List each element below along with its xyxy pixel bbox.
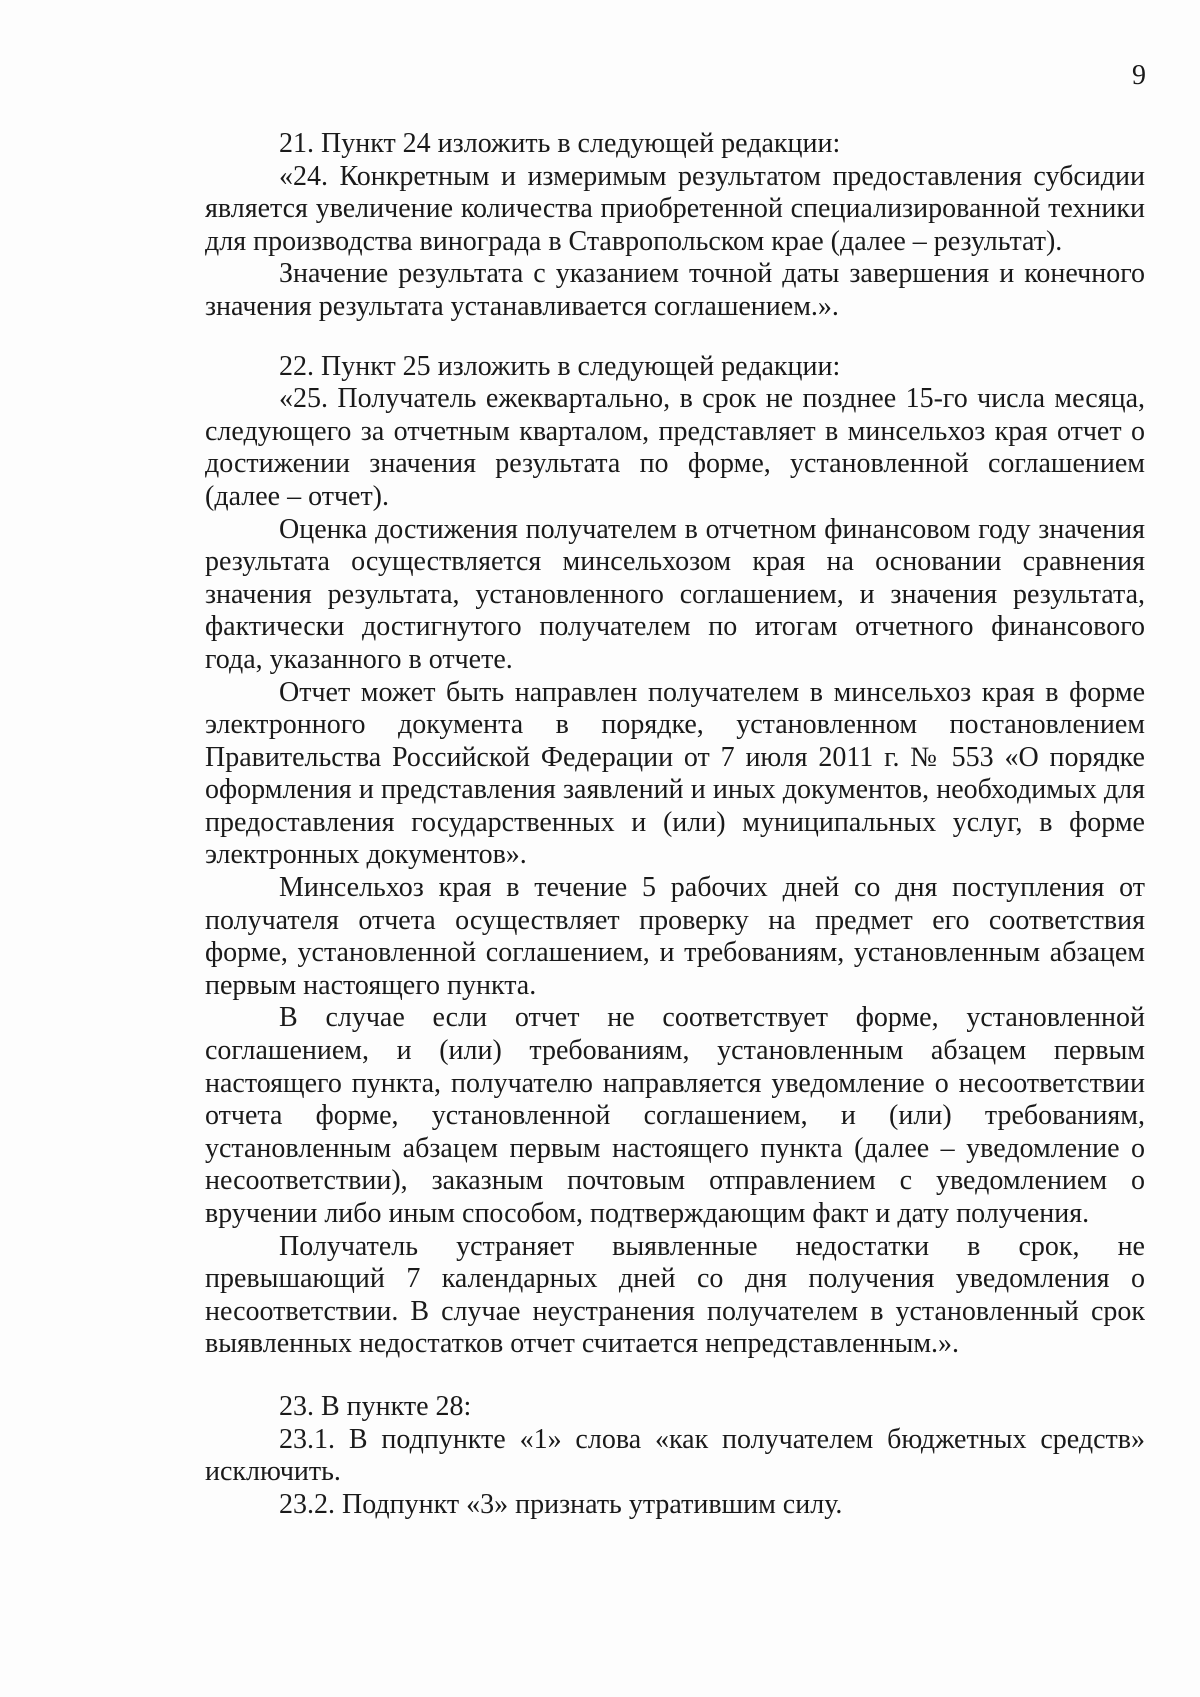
paragraph-item-23-heading: 23. В пункте 28: xyxy=(279,1390,472,1422)
paragraph-verification: Минсельхоз края в течение 5 рабочих дней со дня поступления от получателя отчета осуществляет проверку на предмет его соответствия форме, установленной соглашением, и требованиям, установленным абзацем первым настоящего пункта. xyxy=(205,872,1145,1001)
paragraph-electronic-report: Отчет может быть направлен получателем в минсельхоз края в форме электронного документа в порядке, установленном постановлением Правительства Российской Федерации от 7 июля 2011 г. № 553 «О порядке оформления и представления заявлений и иных документов, необходимых для предоставления государственных и (или) муниципальных услуг, в форме электронных документов». xyxy=(205,676,1145,871)
paragraph-subitem-23-2: 23.2. Подпункт «3» признать утратившим силу. xyxy=(279,1488,843,1520)
paragraph-subitem-23-1: 23.1. В подпункте «1» слова «как получателем бюджетных средств» исключить. xyxy=(205,1423,1145,1488)
paragraph-point-24-value: Значение результата с указанием точной даты завершения и конечного значения результата устанавливается соглашением.». xyxy=(205,258,1145,322)
paragraph-point-25-text: «25. Получатель ежеквартально, в срок не позднее 15-го числа месяца, следующего за отчетным кварталом, представляет в минсельхоз края отчет о достижении значения результата по форме, установленной соглашением (далее – отчет). xyxy=(205,383,1145,512)
paragraph-item-22-heading: 22. Пункт 25 изложить в следующей редакции: xyxy=(279,350,841,382)
paragraph-evaluation: Оценка достижения получателем в отчетном финансовом году значения результата осуществляется минсельхозом края на основании сравнения значения результата, установленного соглашением, и значения результата, фактически достигнутого получателем по итогам отчетного финансового года, указанного в отчете. xyxy=(205,513,1145,675)
document-body xyxy=(205,128,1145,1521)
paragraph-item-21-heading: 21. Пункт 24 изложить в следующей редакции: xyxy=(279,128,841,159)
page-number: 9 xyxy=(1132,60,1146,91)
paragraph-point-24-text: «24. Конкретным и измеримым результатом предоставления субсидии является увеличение количества приобретенной специализированной техники для производства винограда в Ставропольском крае (далее – результат). xyxy=(205,160,1145,257)
paragraph-non-compliance: В случае если отчет не соответствует форме, установленной соглашением, и (или) требованиям, установленным абзацем первым настоящего пункта, получателю направляется уведомление о несоответствии отчета форме, установленной соглашением, и (или) требованиям, установленным абзацем первым настоящего пункта (далее – уведомление о несоответствии), заказным почтовым отправлением с уведомлением о вручении либо иным способом, подтверждающим факт и дату получения. xyxy=(205,1002,1145,1229)
paragraph-remediation: Получатель устраняет выявленные недостатки в срок, не превышающий 7 календарных дней со дня получения уведомления о несоответствии. В случае неустранения получателем в установленный срок выявленных недостатков отчет считается непредставленным.». xyxy=(205,1230,1145,1360)
